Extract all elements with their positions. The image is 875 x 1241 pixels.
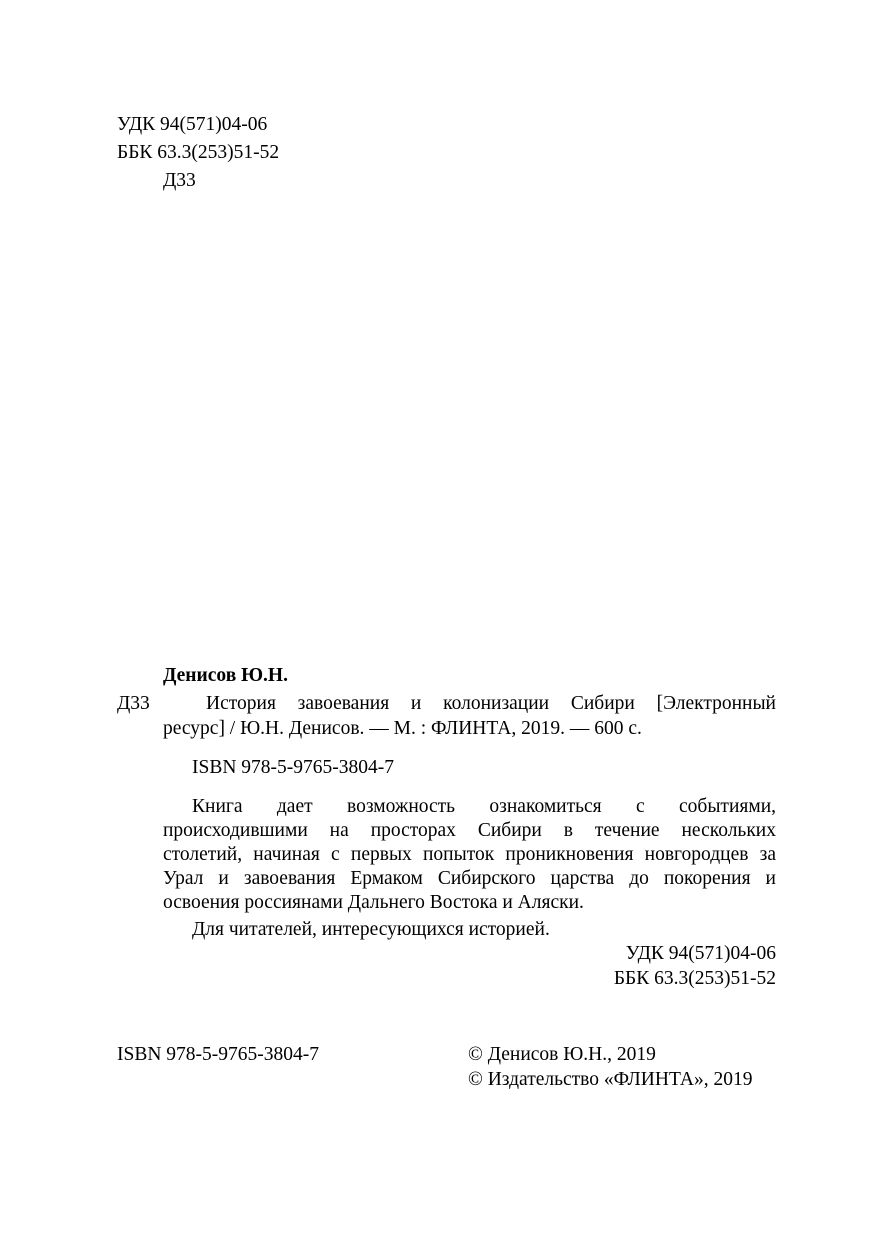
- annotation-line: освоения россиянами Дальнего Востока и Аляски.: [163, 892, 584, 913]
- record-author: Денисов Ю.Н.: [163, 665, 288, 686]
- footer-copyright-author: © Денисов Ю.Н., 2019: [468, 1044, 656, 1065]
- record-title-line-2: ресурс] / Ю.Н. Денисов. — М. : ФЛИНТА, 2019. — 600 с.: [163, 718, 642, 739]
- annotation-line: Урал и завоевания Ермаком Сибирского царства до покорения и: [163, 868, 776, 889]
- annotation-line: столетий, начиная с первых попыток проникновения новгородцев за: [163, 844, 776, 865]
- record-udk: УДК 94(571)04-06: [625, 943, 776, 964]
- annotation-line: Книга дает возможность ознакомиться с событиями,: [192, 796, 776, 817]
- annotation-line: происходившими на просторах Сибири в течение нескольких: [163, 820, 776, 841]
- header-bbk: ББК 63.3(253)51-52: [117, 142, 280, 163]
- record-isbn: ISBN 978-5-9765-3804-7: [192, 757, 395, 778]
- record-side-code: Д33: [117, 693, 150, 714]
- header-udk: УДК 94(571)04-06: [117, 114, 268, 135]
- record-title-line-1: История завоевания и колонизации Сибири [Электронный: [206, 693, 776, 714]
- annotation: [163, 795, 776, 915]
- footer-isbn: ISBN 978-5-9765-3804-7: [117, 1044, 320, 1065]
- header-author-code: Д33: [163, 170, 196, 191]
- record-audience: Для читателей, интересующихся историей.: [192, 919, 550, 940]
- footer-copyright-publisher: © Издательство «ФЛИНТА», 2019: [468, 1069, 753, 1090]
- record-bbk: ББК 63.3(253)51-52: [613, 968, 776, 989]
